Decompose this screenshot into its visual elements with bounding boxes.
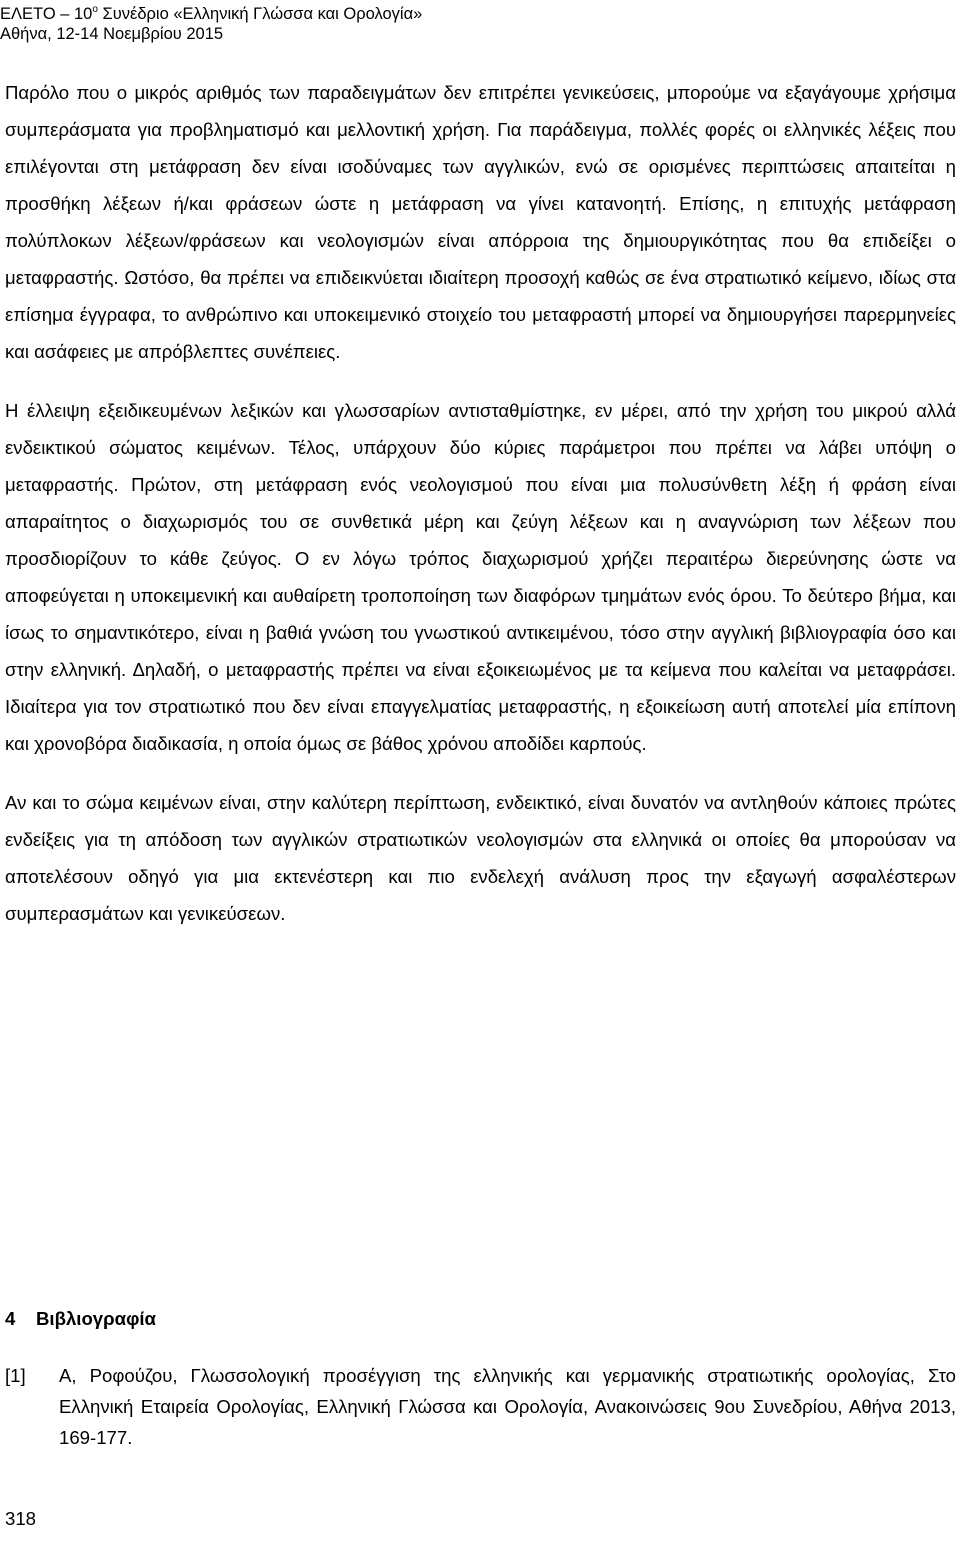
header-conference-title — [0, 4, 422, 24]
running-header — [0, 4, 422, 44]
section-number: 4 — [5, 1308, 16, 1329]
page-number: 318 — [5, 1508, 37, 1529]
paragraph-3: Αν και το σώμα κειμένων είναι, στην καλύτερη περίπτωση, ενδεικτικό, είναι δυνατόν να αντληθούν κάποιες πρώτες ενδείξεις για τη απόδοση των αγγλικών στρατιωτικών νεολογισμών στα ελληνικά οι οποίες θα μπορούσαν να αποτελέσουν οδηγό για μια εκτενέστερη και πιο ενδελεχή ανάλυση προς την εξαγωγή ασφαλέστερων συμπερασμάτων και γενικεύσεων. — [5, 792, 956, 924]
header-title-ordinal: ο — [92, 4, 98, 15]
paragraph-2: Η έλλειψη εξειδικευμένων λεξικών και γλωσσαρίων αντισταθμίστηκε, εν μέρει, από την χρήση του μικρού αλλά ενδεικτικού σώματος κειμένων. Τέλος, υπάρχουν δύο κύριες παράμετροι που πρέπει να λάβει υπόψη ο μεταφραστής. Πρώτον, στη μετάφραση ενός νεολογισμού που είναι μια πολυσύνθετη λέξη ή φράση είναι απαραίτητος ο διαχωρισμός του σε συνθετικά μέρη και ζεύγη λέξεων και η αναγνώριση των λέξεων που προσδιορίζουν το κάθε ζεύγος. Ο εν λόγω τρόπος διαχωρισμού χρήζει περαιτέρω διερεύνησης ώστε να αποφεύγεται η υποκειμενική και αυθαίρετη τροποποίηση των διαφόρων τμημάτων ενός όρου. Το δεύτερο βήμα, και ίσως το σημαντικότερο, είναι η βαθιά γνώση του γνωστικού αντικειμένου, τόσο στην αγγλική βιβλιογραφία όσο και στην ελληνική. Δηλαδή, ο μεταφραστής πρέπει να είναι εξοικειωμένος με τα κείμενα που καλείται να μεταφράσει. Ιδιαίτερα για τον στρατιωτικό που δεν είναι επαγγελματίας μεταφραστής, η εξοικείωση αυτή αποτελεί μία επίπονη και χρονοβόρα διαδικασία, η οποία όμως σε βάθος χρόνου αποδίδει καρπούς. — [5, 400, 956, 754]
reference-text: Α, Ροφούζου, Γλωσσολογική προσέγγιση της ελληνικής και γερμανικής στρατιωτικής ορολογίας, Στο Ελληνική Εταιρεία Ορολογίας, Ελληνική Γλώσσα και Ορολογία, Ανακοινώσεις 9ου Συνεδρίου, Αθήνα 2013, 169-177. — [59, 1365, 956, 1448]
section-title: Βιβλιογραφία — [36, 1308, 156, 1329]
header-conference-date: Αθήνα, 12-14 Νοεμβρίου 2015 — [0, 25, 224, 43]
reference-label: [1] — [5, 1365, 26, 1386]
section-heading-bibliography — [5, 1304, 156, 1334]
paragraph-1: Παρόλο που ο μικρός αριθμός των παραδειγμάτων δεν επιτρέπει γενικεύσεις, μπορούμε να εξαγάγουμε χρήσιμα συμπεράσματα για προβληματισμό και μελλοντική χρήση. Για παράδειγμα, πολλές φορές οι ελληνικές λέξεις που επιλέγονται στη μετάφραση δεν είναι ισοδύναμες των αγγλικών, ενώ σε ορισμένες περιπτώσεις απαιτείται η προσθήκη λέξεων ή/και φράσεων ώστε η μετάφραση να γίνει κατανοητή. Επίσης, η επιτυχής μετάφραση πολύπλοκων λέξεων/φράσεων και νεολογισμών είναι απόρροια της δημιουργικότητας που θα επιδείξει ο μεταφραστής. Ωστόσο, θα πρέπει να επιδεικνύεται ιδιαίτερη προσοχή καθώς σε ένα στρατιωτικό κείμενο, ιδίως στα επίσημα έγγραφα, το ανθρώπινο και υποκειμενικό στοιχείο του μεταφραστή μπορεί να δημιουργήσει παρερμηνείες και ασάφειες με απρόβλεπτες συνέπειες. — [5, 82, 956, 362]
reference-item — [5, 1360, 956, 1453]
header-title-suffix: Συνέδριο «Ελληνική Γλώσσα και Ορολογία» — [97, 5, 423, 23]
header-title-prefix: ΕΛΕΤΟ – 10 — [0, 5, 93, 23]
body-text — [5, 74, 956, 932]
